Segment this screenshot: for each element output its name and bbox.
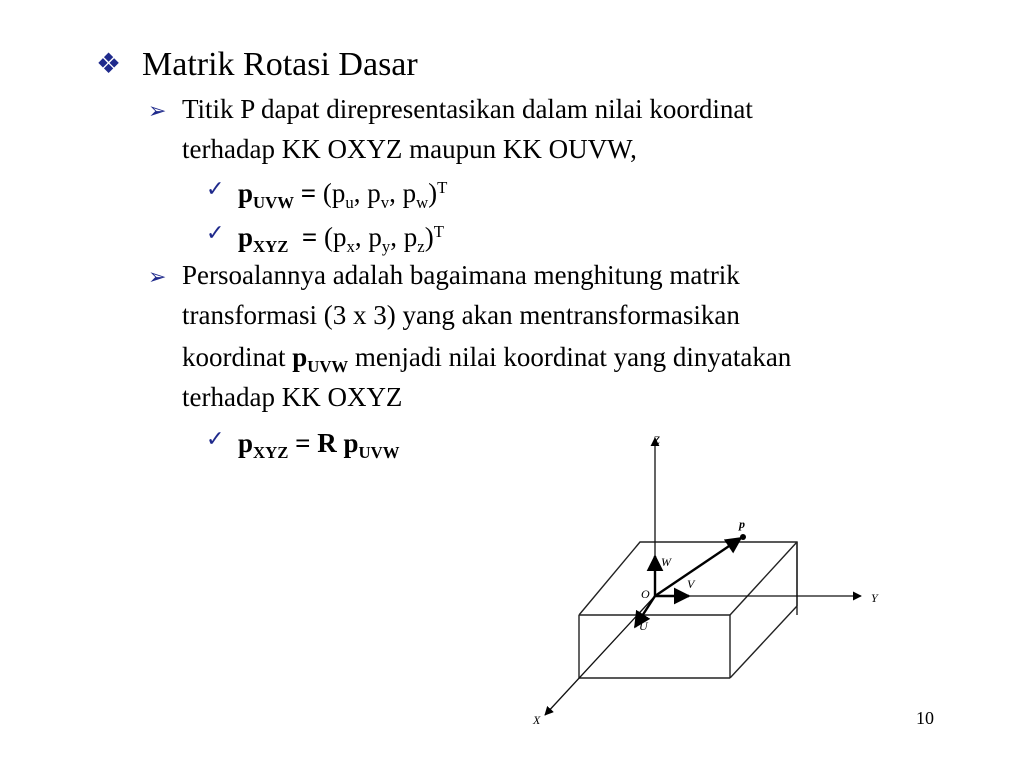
eq3-sub1: XYZ (253, 442, 289, 462)
bullet2-line1: Persoalannya adalah bagaimana menghitung matrik (182, 260, 740, 290)
arrow-bullet-icon: ➢ (148, 98, 167, 123)
eq3-p1: p (238, 428, 254, 458)
z-label: Z (653, 433, 660, 447)
eq2-c1: , p (354, 222, 382, 252)
x-axis (545, 596, 655, 715)
check-icon: ✓ (206, 220, 225, 245)
arrow-bullet-icon: ➢ (148, 264, 167, 289)
eq2-x: x (346, 236, 355, 256)
equation-p-uvw (238, 176, 447, 211)
equation-p-xyz (238, 220, 444, 255)
page-number: 10 (916, 708, 934, 728)
p-label: p (739, 517, 745, 531)
eq2-z: z (417, 236, 425, 256)
eq1-c1: , p (353, 178, 381, 208)
eq2-y: y (381, 236, 391, 256)
o-label: O (641, 587, 650, 601)
eq1-open: (p (322, 178, 346, 208)
bullet1-line1: Titik P dapat direpresentasikan dalam nilai koordinat (182, 94, 753, 124)
diamond-bullet-icon: ❖ (96, 49, 122, 80)
coordinate-frame-diagram (515, 420, 915, 740)
w-label: W (661, 555, 671, 569)
equation-transform (238, 426, 399, 461)
eq3-mid: = R (288, 428, 344, 458)
bullet2-line3-post: menjadi nilai koordinat yang dinyatakan (348, 342, 792, 372)
eq2-c2: , p (390, 222, 418, 252)
bullet1-line2: terhadap KK OXYZ maupun KK OUVW, (182, 134, 637, 164)
eq2-open: (p (324, 222, 347, 252)
bullet2-line3 (182, 340, 791, 375)
eq1-u: u (345, 192, 354, 212)
eq1-sub: UVW (253, 192, 294, 212)
bullet2-line3-p: p (292, 342, 308, 372)
eq1-c2: , p (389, 178, 417, 208)
u-label: U (639, 619, 648, 633)
bullet2-line3-pre: koordinat (182, 342, 293, 372)
eq1-equals: = (293, 178, 323, 208)
eq1-p: p (238, 178, 254, 208)
eq2-close: ) (424, 222, 434, 252)
slide-title: Matrik Rotasi Dasar (142, 46, 418, 83)
bullet2-line4: terhadap KK OXYZ (182, 382, 403, 412)
eq2-equals: = (288, 222, 325, 252)
x-label: X (533, 713, 541, 727)
v-label: V (687, 577, 695, 591)
check-icon: ✓ (206, 426, 225, 451)
y-label: Y (871, 591, 878, 605)
eq2-transpose: T (433, 221, 444, 241)
box-bottom-right-edge (730, 606, 797, 678)
eq2-sub: XYZ (253, 236, 289, 256)
eq1-w: w (416, 192, 429, 212)
eq1-v: v (380, 192, 390, 212)
bullet2-line2: transformasi (3 x 3) yang akan mentransformasikan (182, 300, 740, 330)
eq1-transpose: T (437, 177, 448, 197)
eq3-p2: p (343, 428, 359, 458)
eq1-close: ) (428, 178, 438, 208)
check-icon: ✓ (206, 176, 225, 201)
box-top-right-edge (730, 542, 797, 615)
bullet2-line3-sub: UVW (307, 356, 349, 376)
point-p (740, 534, 746, 540)
eq3-sub2: UVW (358, 442, 400, 462)
eq2-p: p (238, 222, 254, 252)
